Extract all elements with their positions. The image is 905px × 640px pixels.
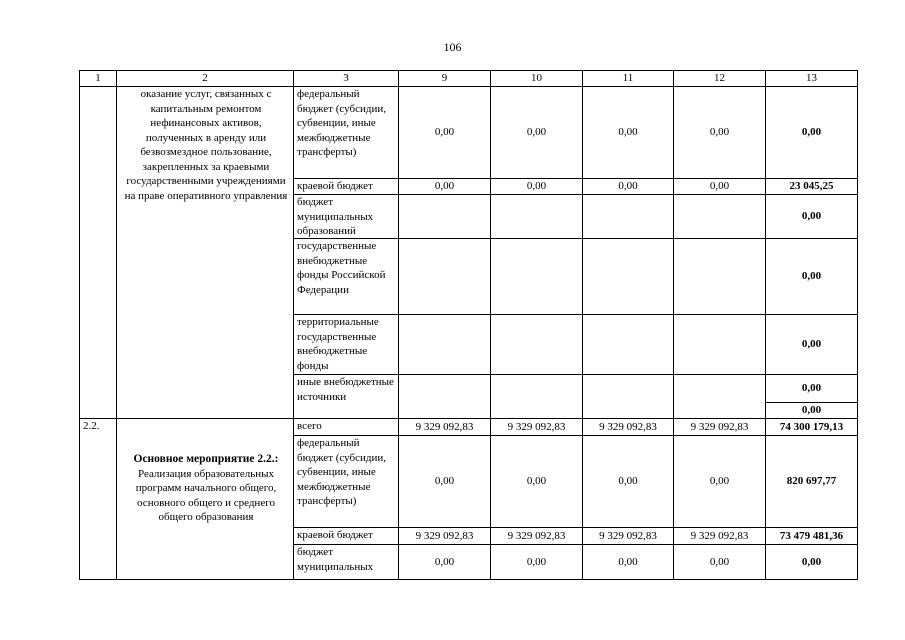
block2-municipal-c11: 0,00 bbox=[618, 555, 638, 568]
block2-total-c10: 9 329 092,83 bbox=[507, 420, 566, 433]
block2-federal-c10: 0,00 bbox=[526, 475, 547, 488]
block1-other-c13b: 0,00 bbox=[801, 404, 822, 417]
header-col-9: 9 bbox=[441, 72, 448, 84]
block1-other-c13a: 0,00 bbox=[801, 382, 822, 395]
block2-source-federal: федеральный бюджет (субсидии, субвенции, иные межбюджетные трансферты) bbox=[297, 437, 386, 507]
block2-municipal-c9: 0,00 bbox=[434, 555, 455, 568]
block2-source-municipal: бюджет муниципальных bbox=[297, 546, 374, 573]
block2-title: Основное мероприятие 2.2.: bbox=[133, 453, 279, 465]
header-col-3: 3 bbox=[343, 72, 349, 84]
block1-federal-c13: 0,00 bbox=[801, 126, 822, 139]
header-col-10: 10 bbox=[531, 72, 542, 84]
header-col-13: 13 bbox=[806, 72, 817, 84]
block1-federal-c12: 0,00 bbox=[709, 126, 730, 139]
block2-total-c13: 74 300 179,13 bbox=[779, 420, 844, 433]
block2-federal-c13: 820 697,77 bbox=[786, 475, 837, 488]
block1-source-other: иные внебюджетные источники bbox=[297, 376, 394, 403]
header-col-11: 11 bbox=[622, 72, 634, 84]
block2-total-c9: 9 329 092,83 bbox=[415, 420, 474, 433]
block1-source-regional: краевой бюджет bbox=[297, 180, 373, 192]
block1-description: оказание услуг, связанных с капитальным ремонтом нефинансовых активов, полученных в аренду или безвозмездное пользование, закрепленных за краевыми государственными учреждениями на праве оперативного управления bbox=[124, 88, 288, 202]
block2-regional-c10: 9 329 092,83 bbox=[507, 529, 566, 542]
block1-state-funds-c13: 0,00 bbox=[801, 270, 822, 283]
block1-source-state-funds: государственные внебюджетные фонды Российской Федерации bbox=[297, 240, 386, 296]
block2-description-text: Реализация образовательных программ начального общего, основного общего и среднего общего образования bbox=[135, 467, 277, 523]
block2-source-regional: краевой бюджет bbox=[297, 529, 373, 541]
block1-municipal-c13: 0,00 bbox=[801, 210, 822, 223]
header-col-1: 1 bbox=[95, 72, 101, 84]
block2-description bbox=[117, 452, 293, 525]
block2-regional-c13: 73 479 481,36 bbox=[779, 529, 844, 542]
block1-regional-c9: 0,00 bbox=[434, 180, 455, 193]
block1-federal-c9: 0,00 bbox=[434, 126, 455, 139]
block1-regional-c12: 0,00 bbox=[709, 180, 730, 193]
block2-municipal-c10: 0,00 bbox=[526, 555, 547, 568]
block2-regional-c11: 9 329 092,83 bbox=[599, 529, 657, 542]
page-number: 106 bbox=[443, 40, 462, 54]
block2-federal-c9: 0,00 bbox=[434, 475, 455, 488]
block1-federal-c10: 0,00 bbox=[526, 126, 547, 139]
block1-source-federal: федеральный бюджет (субсидии, субвенции, иные межбюджетные трансферты) bbox=[297, 88, 386, 158]
block2-municipal-c13: 0,00 bbox=[801, 555, 822, 568]
block2-federal-c11: 0,00 bbox=[618, 475, 638, 488]
block2-source-total: всего bbox=[297, 420, 322, 432]
block1-source-municipal: бюджет муниципальных образований bbox=[297, 196, 374, 237]
block2-regional-c12: 9 329 092,83 bbox=[690, 529, 749, 542]
block1-source-territorial-funds: территориальные государственные внебюджетные фонды bbox=[297, 316, 379, 372]
block2-municipal-c12: 0,00 bbox=[709, 555, 730, 568]
block2-total-c11: 9 329 092,83 bbox=[599, 420, 657, 433]
block2-total-c12: 9 329 092,83 bbox=[690, 420, 749, 433]
block2-regional-c9: 9 329 092,83 bbox=[415, 529, 474, 542]
block2-federal-c12: 0,00 bbox=[709, 475, 730, 488]
header-col-2: 2 bbox=[202, 72, 208, 84]
block1-territorial-funds-c13: 0,00 bbox=[801, 338, 822, 351]
block1-regional-c11: 0,00 bbox=[618, 180, 638, 193]
block2-number: 2.2. bbox=[83, 420, 100, 432]
block1-regional-c10: 0,00 bbox=[526, 180, 547, 193]
header-col-12: 12 bbox=[714, 72, 725, 84]
block1-federal-c11: 0,00 bbox=[618, 126, 638, 139]
block1-regional-c13: 23 045,25 bbox=[789, 180, 834, 193]
